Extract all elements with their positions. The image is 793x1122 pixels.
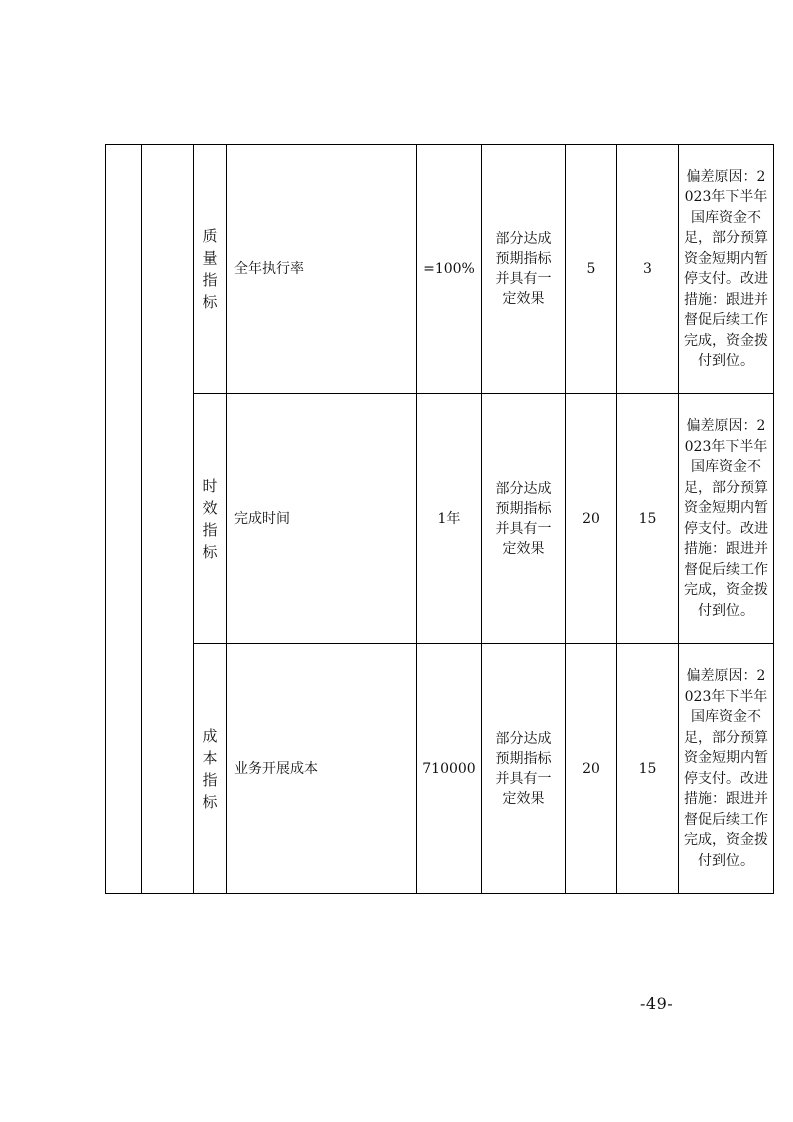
table-row [106,644,774,894]
blank-column-1 [106,145,142,894]
deviation-reason-cell: 偏差原因：2023年下半年国库资金不足，部分预算资金短期内暂停支付。改进措施：跟进并督促后续工作完成，资金拨付到位。 [679,145,774,394]
indicator-name-cell: 业务开展成本 [227,644,417,894]
indicator-name-cell: 全年执行率 [227,145,417,394]
deviation-reason-cell: 偏差原因：2023年下半年国库资金不足，部分预算资金短期内暂停支付。改进措施：跟进并督促后续工作完成，资金拨付到位。 [679,394,774,644]
weight-cell: 20 [566,644,617,894]
performance-indicator-table [105,144,774,894]
table-row [106,145,774,394]
category-cell: 成本指标 [194,644,227,894]
category-cell: 时效指标 [194,394,227,644]
score-cell: 15 [617,394,679,644]
target-value-cell: 1年 [417,394,482,644]
evaluation-cell: 部分达成预期指标并具有一定效果 [482,145,566,394]
target-value-cell: =100% [417,145,482,394]
target-value-cell: 710000 [417,644,482,894]
deviation-reason-cell: 偏差原因：2023年下半年国库资金不足，部分预算资金短期内暂停支付。改进措施：跟进并督促后续工作完成，资金拨付到位。 [679,644,774,894]
table-row [106,394,774,644]
blank-column-2 [142,145,194,894]
indicator-name-cell: 完成时间 [227,394,417,644]
evaluation-cell: 部分达成预期指标并具有一定效果 [482,394,566,644]
category-cell: 质量指标 [194,145,227,394]
weight-cell: 20 [566,394,617,644]
score-cell: 3 [617,145,679,394]
evaluation-cell: 部分达成预期指标并具有一定效果 [482,644,566,894]
weight-cell: 5 [566,145,617,394]
page-number: -49- [640,994,674,1013]
score-cell: 15 [617,644,679,894]
